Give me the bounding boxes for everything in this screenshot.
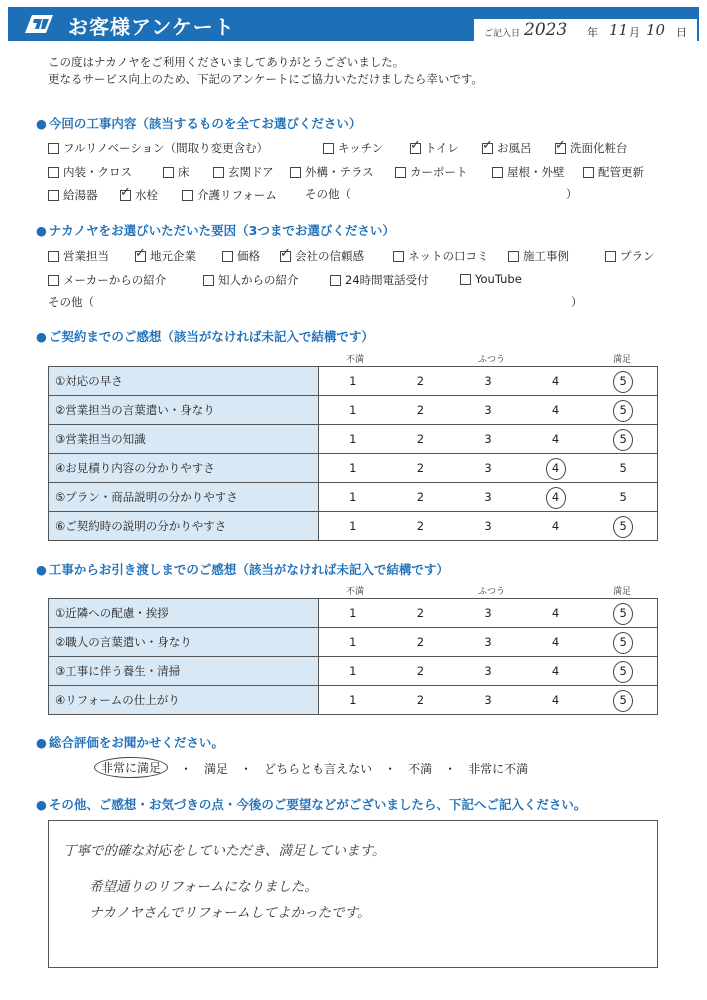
- option-label: カーポート: [410, 165, 468, 179]
- checkbox[interactable]: [182, 190, 193, 201]
- rating-option[interactable]: 3: [484, 635, 492, 649]
- other-label: その他（: [305, 187, 351, 201]
- construction-rating-table: [48, 598, 658, 715]
- checkbox[interactable]: [605, 251, 616, 262]
- rating-row: [49, 396, 658, 425]
- pre-contract-rating-table: [48, 366, 658, 541]
- separator-dot: ・: [384, 762, 397, 776]
- overall-rating-options: [100, 760, 540, 778]
- rating-option[interactable]: 1: [349, 432, 357, 446]
- checkbox-option[interactable]: [182, 187, 277, 203]
- rating-row: [49, 454, 658, 483]
- scale-mid-label: ふつう: [478, 355, 506, 365]
- option-label: 床: [178, 165, 190, 179]
- checkbox[interactable]: [203, 275, 214, 286]
- rating-option-selected[interactable]: 5: [589, 425, 657, 453]
- option-label: 24時間電話受付: [345, 273, 429, 287]
- checkbox-checked[interactable]: [410, 143, 421, 154]
- rating-option[interactable]: 2: [416, 374, 425, 388]
- rating-option-selected[interactable]: 5: [589, 512, 657, 540]
- rating-option[interactable]: 1: [349, 664, 357, 678]
- rating-option[interactable]: 2: [416, 606, 425, 620]
- date-year-value: 2023: [524, 20, 568, 40]
- rating-row: [49, 425, 658, 454]
- checkbox[interactable]: [48, 190, 59, 201]
- rating-option[interactable]: 3: [484, 664, 492, 678]
- rating-item-label: ③営業担当の知識: [49, 425, 319, 454]
- overall-option[interactable]: 満足: [204, 762, 229, 776]
- overall-option[interactable]: 非常に不満: [468, 762, 529, 776]
- other-close: ）: [571, 295, 583, 309]
- checkbox-option[interactable]: [492, 164, 565, 180]
- other-close: ）: [566, 187, 578, 201]
- overall-option[interactable]: 不満: [408, 762, 433, 776]
- rating-option[interactable]: 1: [349, 403, 357, 417]
- intro-text: [48, 54, 483, 88]
- rating-option-selected[interactable]: 4: [522, 483, 590, 511]
- rating-option[interactable]: 2: [416, 461, 425, 475]
- scale-low-label: 不満: [346, 587, 365, 597]
- option-label: メーカーからの紹介: [63, 273, 167, 287]
- rating-option-selected[interactable]: 5: [589, 367, 657, 395]
- date-day-value: 10: [646, 21, 666, 39]
- checkbox-option[interactable]: [330, 272, 429, 288]
- checkbox-checked[interactable]: [120, 190, 131, 201]
- rating-option[interactable]: 4: [551, 693, 560, 707]
- checkbox-option[interactable]: [48, 272, 166, 288]
- rating-option[interactable]: 5: [619, 490, 627, 504]
- rating-item-label: ⑥ご契約時の説明の分かりやすさ: [49, 512, 319, 541]
- section-title-construction: ● 工事からお引き渡しまでのご感想（該当がなければ未記入で結構です）: [36, 560, 449, 578]
- rating-option[interactable]: 4: [551, 519, 560, 533]
- checkbox[interactable]: [508, 251, 519, 262]
- comment-line: 希望通りのリフォームになりました。: [89, 879, 318, 895]
- option-label: 介護リフォーム: [197, 188, 277, 202]
- checkbox-option[interactable]: [203, 272, 299, 288]
- rating-option[interactable]: 3: [484, 461, 492, 475]
- overall-option[interactable]: どちらとも言えない: [264, 762, 373, 776]
- section-title-reasons: ● ナカノヤをお選びいただいた要因（3つまでお選びください）: [36, 221, 395, 239]
- option-label: 給湯器: [63, 188, 98, 202]
- option-label: 知人からの紹介: [218, 273, 299, 287]
- option-label: 価格: [237, 249, 260, 263]
- rating-option[interactable]: 1: [349, 519, 357, 533]
- checkbox-checked[interactable]: [280, 251, 291, 262]
- date-month-value: 11: [609, 21, 629, 39]
- date-field[interactable]: [474, 19, 697, 45]
- rating-option[interactable]: 4: [551, 403, 560, 417]
- checkbox[interactable]: [583, 167, 594, 178]
- comment-line: ナカノヤさんでリフォームしてよかったです。: [89, 905, 371, 921]
- rating-option[interactable]: 1: [349, 606, 357, 620]
- rating-option[interactable]: 2: [416, 635, 425, 649]
- rating-option[interactable]: 3: [484, 490, 492, 504]
- rating-option[interactable]: 1: [349, 635, 357, 649]
- checkbox-checked[interactable]: [482, 143, 493, 154]
- section-title-comments: ● その他、ご感想・お気づきの点・今後のご要望などがございましたら、下記へご記入ください。: [36, 795, 586, 813]
- rating-row: [49, 599, 658, 628]
- checkbox-option[interactable]: [48, 164, 132, 180]
- option-label: 外構・テラス: [305, 165, 374, 179]
- checkbox[interactable]: [48, 143, 59, 154]
- rating-item-label: ①対応の早さ: [49, 367, 319, 396]
- rating-row: [49, 512, 658, 541]
- separator-dot: ・: [240, 762, 253, 776]
- rating-option[interactable]: 3: [484, 403, 492, 417]
- rating-option[interactable]: 2: [416, 432, 425, 446]
- option-label: YouTube: [475, 272, 522, 286]
- checkbox[interactable]: [393, 251, 404, 262]
- checkbox-option[interactable]: [280, 248, 364, 264]
- rating-option[interactable]: 3: [484, 519, 492, 533]
- option-label: 営業担当: [63, 249, 109, 263]
- scale-mid-label: ふつう: [478, 587, 506, 597]
- rating-option[interactable]: 5: [619, 461, 627, 475]
- rating-option[interactable]: 2: [416, 490, 425, 504]
- separator-dot: ・: [444, 762, 457, 776]
- option-label: 洗面化粧台: [570, 141, 628, 155]
- rating-option[interactable]: 3: [484, 432, 492, 446]
- checkbox-option[interactable]: [395, 164, 468, 180]
- option-label: プラン: [620, 249, 655, 263]
- rating-option[interactable]: 1: [349, 693, 357, 707]
- option-label: 地元企業: [150, 249, 196, 263]
- checkbox[interactable]: [330, 275, 341, 286]
- rating-option[interactable]: 1: [349, 490, 357, 504]
- checkbox[interactable]: [395, 167, 406, 178]
- rating-option[interactable]: 2: [416, 519, 425, 533]
- checkbox-option[interactable]: [120, 187, 158, 203]
- rating-option[interactable]: 4: [551, 432, 560, 446]
- rating-option[interactable]: 1: [349, 461, 357, 475]
- checkbox[interactable]: [492, 167, 503, 178]
- scale-low-label: 不満: [346, 355, 365, 365]
- option-label: 玄関ドア: [228, 165, 274, 179]
- date-label: ご記入日: [484, 29, 521, 39]
- date-year-unit: 年: [587, 26, 598, 39]
- option-label: 内装・クロス: [63, 165, 132, 179]
- checkbox-option[interactable]: [48, 187, 98, 203]
- rating-row: [49, 657, 658, 686]
- rating-row: [49, 628, 658, 657]
- rating-item-label: ①近隣への配慮・挨拶: [49, 599, 319, 628]
- checkbox-option[interactable]: [323, 140, 383, 156]
- section-title-pre-contract: ● ご契約までのご感想（該当がなければ未記入で結構です）: [36, 327, 374, 345]
- page-title: お客様アンケート: [68, 15, 235, 39]
- rating-option[interactable]: 3: [484, 374, 492, 388]
- checkbox[interactable]: [48, 275, 59, 286]
- checkbox[interactable]: [213, 167, 224, 178]
- checkbox-option[interactable]: [393, 248, 489, 264]
- checkbox[interactable]: [460, 274, 471, 285]
- checkbox-option[interactable]: [460, 272, 522, 286]
- rating-option-selected[interactable]: 4: [522, 454, 590, 482]
- option-label: キッチン: [338, 141, 384, 155]
- rating-option[interactable]: 2: [416, 693, 425, 707]
- checkbox-option[interactable]: [163, 164, 190, 180]
- section-title-work-content: ● 今回の工事内容（該当するものを全てお選びください）: [36, 114, 361, 132]
- checkbox-option[interactable]: [135, 248, 196, 264]
- checkbox-option[interactable]: [482, 140, 532, 156]
- overall-option-selected[interactable]: 非常に満足: [94, 757, 168, 778]
- rating-option[interactable]: 4: [551, 664, 560, 678]
- option-label: お風呂: [497, 141, 532, 155]
- option-label: フルリノベーション（間取り変更含む）: [63, 141, 269, 155]
- other-label: その他（: [48, 295, 94, 309]
- checkbox-option[interactable]: [605, 248, 655, 264]
- intro-line: 更なるサービス向上のため、下記のアンケートにご協力いただけましたら幸いです。: [48, 72, 483, 86]
- option-label: ネットの口コミ: [408, 249, 489, 263]
- checkbox-option[interactable]: [410, 140, 459, 156]
- checkbox-option[interactable]: [290, 164, 374, 180]
- header-bar: [8, 7, 699, 41]
- rating-option[interactable]: 4: [551, 635, 560, 649]
- rating-option-selected[interactable]: 5: [589, 657, 657, 685]
- scale-high-label: 満足: [613, 355, 632, 365]
- rating-option[interactable]: 3: [484, 606, 492, 620]
- scale-high-label: 満足: [613, 587, 632, 597]
- checkbox-checked[interactable]: [555, 143, 566, 154]
- checkbox-option[interactable]: [508, 248, 569, 264]
- checkbox[interactable]: [163, 167, 174, 178]
- date-day-unit: 日: [676, 26, 687, 39]
- option-label: 屋根・外壁: [507, 165, 565, 179]
- option-label: トイレ: [425, 141, 459, 155]
- checkbox[interactable]: [290, 167, 301, 178]
- intro-line: この度はナカノヤをご利用くださいましてありがとうございました。: [48, 55, 405, 69]
- rating-option[interactable]: 1: [349, 374, 357, 388]
- rating-option[interactable]: 3: [484, 693, 492, 707]
- checkbox[interactable]: [48, 167, 59, 178]
- checkbox-option[interactable]: [48, 248, 109, 264]
- checkbox-option[interactable]: [583, 164, 644, 180]
- rating-option[interactable]: 4: [551, 374, 560, 388]
- comment-textarea[interactable]: [48, 820, 658, 968]
- rating-row: [49, 686, 658, 715]
- rating-row: [49, 483, 658, 512]
- checkbox[interactable]: [323, 143, 334, 154]
- option-label: 施工事例: [523, 249, 569, 263]
- option-label: 配管更新: [598, 165, 644, 179]
- checkbox-option[interactable]: [48, 140, 268, 156]
- rating-option[interactable]: 2: [416, 403, 425, 417]
- rating-item-label: ②営業担当の言葉遣い・身なり: [49, 396, 319, 425]
- rating-item-label: ④リフォームの仕上がり: [49, 686, 319, 715]
- rating-item-label: ④お見積り内容の分かりやすさ: [49, 454, 319, 483]
- option-label: 会社の信頼感: [295, 249, 364, 263]
- company-logo-icon: [23, 13, 55, 35]
- checkbox[interactable]: [222, 251, 233, 262]
- checkbox-option[interactable]: [213, 164, 274, 180]
- rating-item-label: ②職人の言葉遣い・身なり: [49, 628, 319, 657]
- rating-row: [49, 367, 658, 396]
- rating-option-selected[interactable]: 5: [589, 628, 657, 656]
- option-label: 水栓: [135, 188, 158, 202]
- checkbox[interactable]: [48, 251, 59, 262]
- date-month-unit: 月: [629, 26, 640, 39]
- rating-item-label: ⑤プラン・商品説明の分かりやすさ: [49, 483, 319, 512]
- rating-option[interactable]: 2: [416, 664, 425, 678]
- rating-item-label: ③工事に伴う養生・清掃: [49, 657, 319, 686]
- checkbox-checked[interactable]: [135, 251, 146, 262]
- rating-option-selected[interactable]: 5: [589, 599, 657, 627]
- checkbox-option[interactable]: [222, 248, 260, 264]
- rating-option[interactable]: 4: [551, 606, 560, 620]
- separator-dot: ・: [180, 762, 193, 776]
- checkbox-option[interactable]: [555, 140, 628, 156]
- section-title-overall: ● 総合評価をお聞かせください。: [36, 733, 224, 751]
- rating-option-selected[interactable]: 5: [589, 396, 657, 424]
- rating-option-selected[interactable]: 5: [589, 686, 657, 714]
- comment-line: 丁寧で的確な対応をしていただき、満足しています。: [63, 843, 386, 859]
